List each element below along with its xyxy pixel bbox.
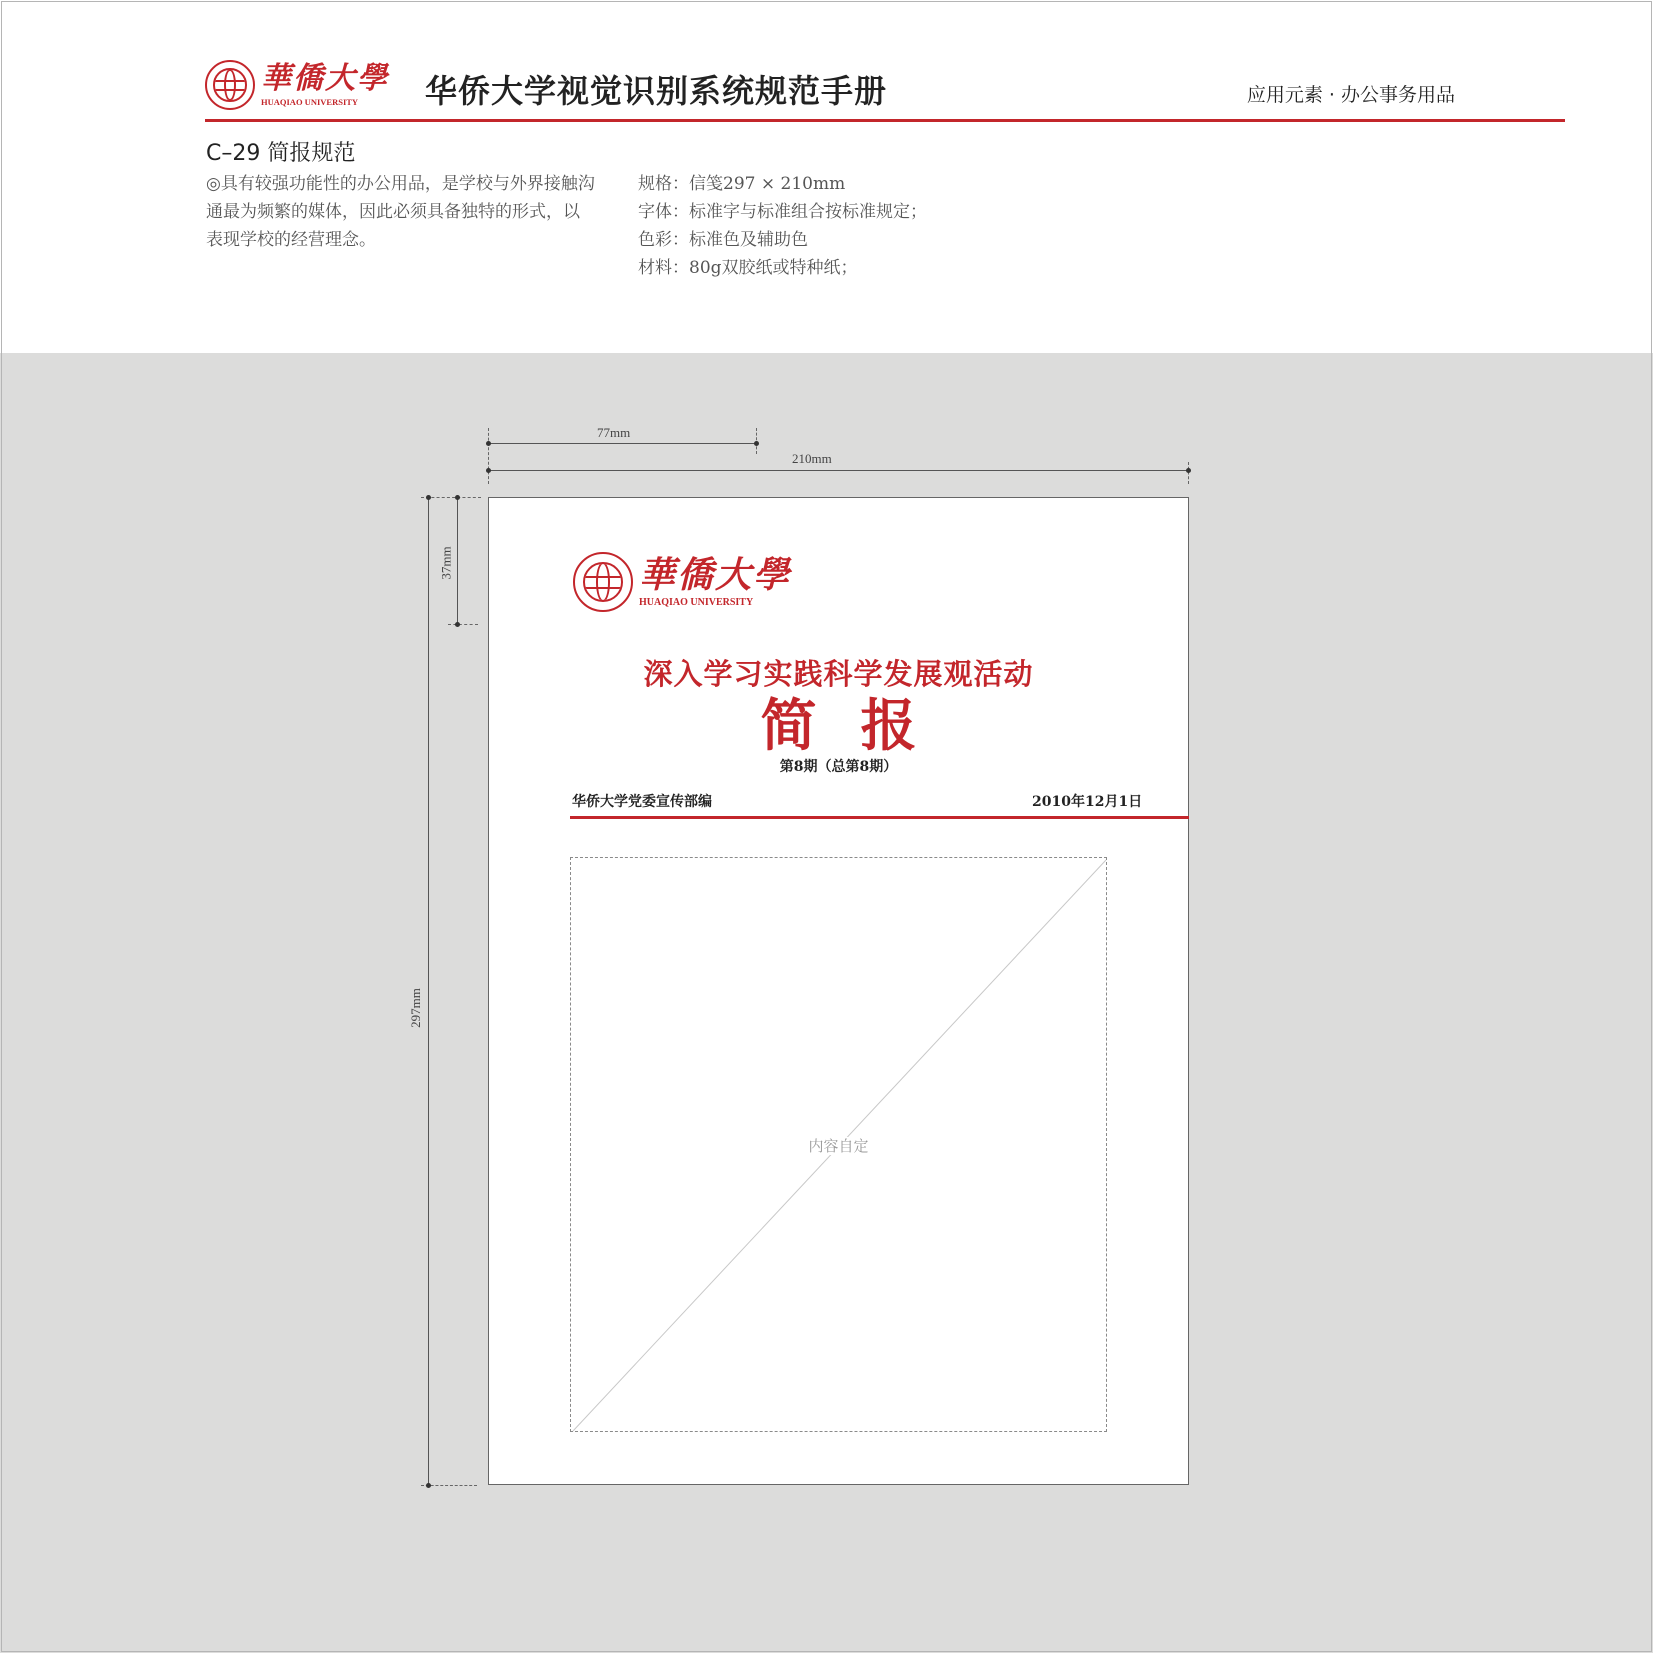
header-divider: [205, 119, 1565, 122]
content-placeholder-box: [570, 857, 1107, 1432]
section-label: 应用元素 · 办公事务用品: [1246, 84, 1455, 106]
dim-guide: [448, 624, 478, 625]
dim-tick: [754, 441, 759, 446]
issue-number: 第8期（总第8期）: [779, 759, 898, 775]
logo-chinese-name: 華僑大學: [639, 553, 792, 596]
dim-tick: [426, 1483, 431, 1488]
dim-tick: [486, 441, 491, 446]
dim-tick: [455, 622, 460, 627]
dim-tick: [1186, 468, 1191, 473]
dim-guide: [1188, 462, 1189, 484]
spec-description: ◎具有较强功能性的办公用品，是学校与外界接触沟通最为频繁的媒体，因此必须具备独特的形式，以表现学校的经营理念。: [206, 174, 595, 250]
university-seal-icon: [573, 552, 633, 612]
university-seal-icon: [205, 60, 255, 110]
spec-size: 规格：信笺297 × 210mm: [638, 174, 846, 194]
spec-font: 字体：标准字与标准组合按标准规定；: [638, 202, 927, 222]
content-placeholder-text: 内容自定: [802, 1137, 874, 1155]
spec-list: [638, 170, 927, 282]
dim-tick: [486, 468, 491, 473]
bulletin-name: 简报: [760, 693, 961, 759]
dim-tick: [426, 495, 431, 500]
logo-english-name: HUAQIAO UNIVERSITY: [639, 596, 754, 608]
spec-color: 色彩：标准色及辅助色: [638, 230, 808, 250]
dim-tick: [455, 495, 460, 500]
manual-title: 华侨大学视觉识别系统规范手册: [425, 72, 888, 110]
dim-guide: [488, 428, 489, 484]
content-placeholder-label: [571, 1135, 1106, 1156]
bulletin-logo: [573, 552, 791, 612]
spec-material: 材料：80g双胶纸或特种纸；: [638, 258, 858, 278]
spec-title: C–29 简报规范: [206, 141, 356, 166]
dim-line-37: [457, 497, 458, 624]
dim-line-210: [488, 470, 1188, 471]
logo-chinese-name: 華僑大學: [261, 60, 389, 96]
dim-line-77: [488, 443, 756, 444]
bulletin-divider: [570, 816, 1189, 819]
bulletin-editor: 华侨大学党委宣传部编: [572, 794, 712, 810]
dim-label-77: 77mm: [597, 425, 631, 440]
dim-line-297: [428, 497, 429, 1485]
bulletin-title: 深入学习实践科学发展观活动: [643, 657, 1034, 691]
header-logo: [205, 60, 389, 110]
dim-label-297: 297mm: [407, 988, 423, 1028]
bulletin-date: 2010年12月1日: [1032, 794, 1143, 810]
dim-label-210: 210mm: [792, 451, 832, 466]
logo-english-name: HUAQIAO UNIVERSITY: [261, 96, 359, 107]
dim-label-37: 37mm: [438, 546, 454, 580]
